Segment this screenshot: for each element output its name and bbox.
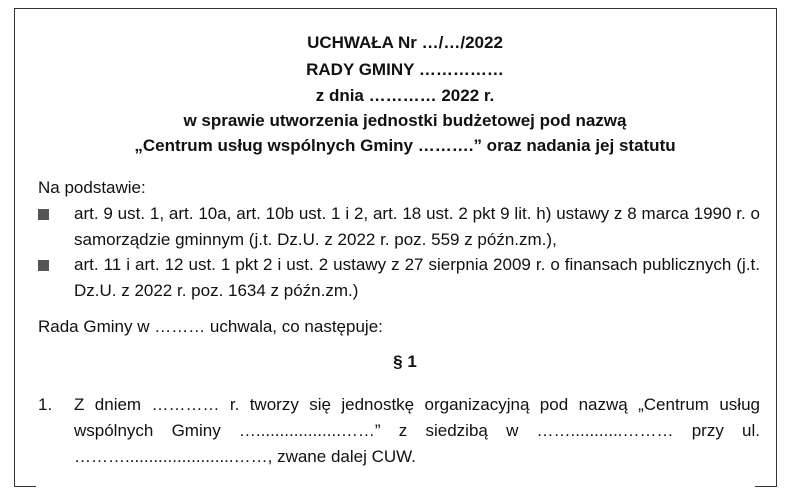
resolution-date: z dnia ………… 2022 r. <box>315 86 495 105</box>
council-name: RADY GMINY …………… <box>306 60 504 79</box>
frame-corner-left <box>14 486 36 487</box>
square-bullet-icon <box>38 209 49 220</box>
basis-item: art. 11 i art. 12 ust. 1 pkt 2 i ust. 2 ustawy z 27 sierpnia 2009 r. o finansach publicznych (j.t. Dz.U. z 2022 r. poz. 1634 z późn.zm.) <box>74 255 760 300</box>
resolution-line: Rada Gminy w ……… uchwala, co następuje: <box>38 317 383 336</box>
point-text: Z dniem ………… r. tworzy się jednostkę organizacyjną pod nazwą „Centrum usług wspólnych Gminy …..................……” z siedzibą w ……...........……… przy ul. ……….......................……, zwane dalej CUW. <box>74 395 760 466</box>
basis-item: art. 9 ust. 1, art. 10a, art. 10b ust. 1 i 2, art. 18 ust. 2 pkt 9 lit. h) ustawy z 8 marca 1990 r. o samorządzie gminnym (j.t. Dz.U. z 2022 r. poz. 559 z późn.zm.), <box>74 204 760 249</box>
resolution-number: UCHWAŁA Nr …/…/2022 <box>307 33 503 52</box>
section-title: § 1 <box>393 352 417 371</box>
resolution-subject: w sprawie utworzenia jednostki budżetowej pod nazwą <box>183 111 627 130</box>
resolution-subject-name: „Centrum usług wspólnych Gminy ……….” oraz nadania jej statutu <box>134 136 676 155</box>
point-number: 1. <box>38 395 53 414</box>
frame-corner-right <box>755 486 777 487</box>
basis-label: Na podstawie: <box>38 178 146 197</box>
square-bullet-icon <box>38 260 49 271</box>
